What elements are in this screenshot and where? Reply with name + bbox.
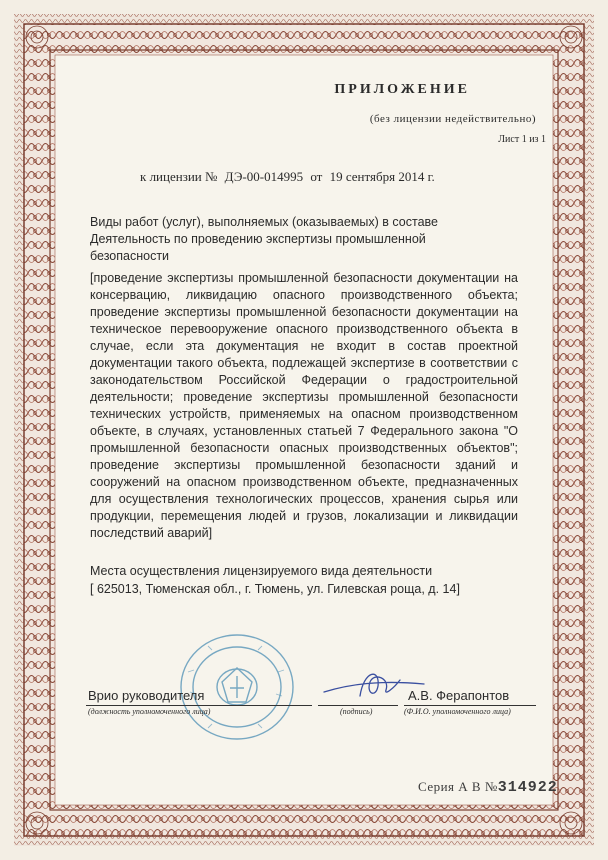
- position-caption: (должность уполномоченного лица): [88, 707, 211, 716]
- license-reference: [140, 169, 439, 185]
- name-caption: (Ф.И.О. уполномоченного лица): [404, 707, 511, 716]
- license-date: 19 сентября 2014 г.: [329, 169, 435, 184]
- sheet-number: Лист 1 из 1: [498, 134, 546, 145]
- name-line: [404, 705, 536, 706]
- signature-caption: (подпись): [340, 707, 373, 716]
- license-date-prefix: от: [310, 169, 323, 184]
- place-label: Места осуществления лицензируемого вида деятельности: [90, 564, 433, 578]
- license-number: ДЭ-00-014995: [224, 169, 304, 184]
- license-prefix: к лицензии №: [140, 169, 218, 184]
- official-stamp: [178, 632, 296, 742]
- works-list: [проведение экспертизы промышленной безопасности документации на консервацию, ликвидацию опасного производственного объекта; проведение экспертизы промышленной безопасности документации на техническое перевооружение опасного производственного объекта в случае, если эта документация не входит в состав проектной документации такого объекта, подлежащей экспертизе в соответствии с законодательством Российской Федерации о градостроительной деятельности; проведение экспертизы промышленной безопасности технических устройств, применяемых на опасном производственном объекте, в случаях, установленных статьей 7 Федерального закона "О промышленной безопасности опасных производственных объектов"; проведение экспертизы промышленной безопасности зданий и сооружений на опасном производственном объекте, предназначенных для осуществления технологических процессов, хранения сырья или продукции, перемещения людей и грузов, локализации и ликвидации последствий аварий]: [90, 271, 518, 540]
- position-line: [86, 705, 312, 706]
- series-label: Серия: [418, 779, 455, 794]
- page-title: ПРИЛОЖЕНИЕ: [334, 82, 470, 97]
- series-number: 314922: [497, 779, 558, 796]
- place-address: [ 625013, Тюменская обл., г. Тюмень, ул. Гилевская роща, д. 14]: [90, 582, 460, 596]
- validity-note: (без лицензии недействительно): [369, 113, 536, 125]
- signatory-position: Врио руководителя: [88, 688, 205, 703]
- series-letters: А В: [458, 779, 482, 794]
- signatory-name: А.В. Ферапонтов: [408, 688, 510, 703]
- signature-line: [318, 705, 398, 706]
- series-number-sign: №: [484, 779, 498, 794]
- form-series: [418, 779, 558, 796]
- works-header: Виды работ (услуг), выполняемых (оказываемых) в составе Деятельность по проведению экспертизы промышленной безопасности: [90, 215, 438, 263]
